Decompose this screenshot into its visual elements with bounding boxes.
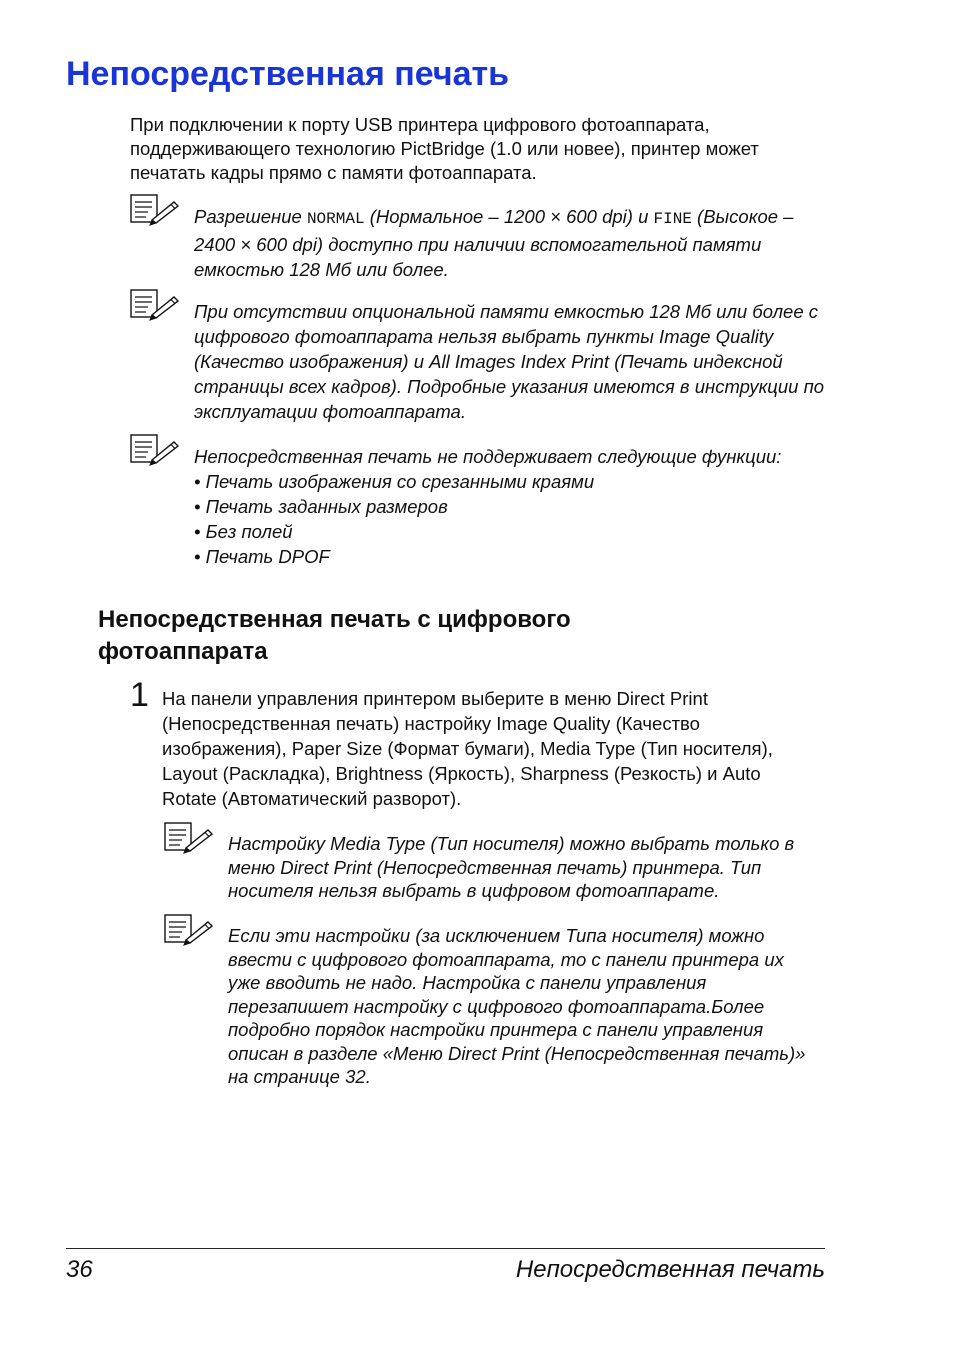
note-camera-settings	[164, 924, 824, 1089]
list-item: • Без полей	[194, 519, 830, 544]
note-pencil-icon	[164, 914, 216, 946]
note-text: Непосредственная печать не поддерживает следующие функции:	[194, 446, 782, 467]
step-number: 1	[130, 676, 149, 714]
step-text: На панели управления принтером выберите в меню Direct Print (Непосредственная печать) настройку Image Quality (Качество изображения), Paper Size (Формат бумаги), Media Type (Тип носителя), Layout (Раскладка), Brightness (Яркость), Sharpness (Резкость) и Auto Rotate (Автоматический разворот).	[162, 688, 773, 809]
note-pencil-icon	[130, 434, 182, 466]
page-title: Непосредственная печать	[66, 55, 510, 93]
code-normal: NORMAL	[306, 210, 365, 228]
page-number: 36	[66, 1256, 93, 1283]
note-pencil-icon	[130, 194, 182, 226]
unsupported-list	[194, 469, 830, 569]
footer-divider	[66, 1248, 825, 1249]
code-fine: FINE	[653, 210, 692, 228]
note-memory	[130, 299, 830, 424]
note-media-type	[164, 832, 824, 903]
note-text: Если эти настройки (за исключением Типа носителя) можно ввести с цифрового фотоаппарата, то с панели принтера их уже вводить не надо. Настройка с панели управления перезапишет настройку с цифрового фотоаппарата.Более подробно порядок настройки принтера с панели управления описан в разделе «Меню Direct Print (Непосредственная печать)» на странице 32.	[228, 925, 806, 1087]
list-item: • Печать заданных размеров	[194, 494, 830, 519]
note-pencil-icon	[130, 289, 182, 321]
list-item: • Печать изображения со срезанными краями	[194, 469, 830, 494]
note-resolution	[130, 204, 830, 282]
list-item: • Печать DPOF	[194, 544, 830, 569]
note-pencil-icon	[164, 822, 216, 854]
note-unsupported-features	[130, 444, 830, 569]
note-text: Разрешение NORMAL (Нормальное – 1200 × 600 dpi) и FINE (Высокое – 2400 × 600 dpi) доступно при наличии вспомогательной памяти емкостью 128 Мб или более.	[194, 206, 794, 280]
section-title: Непосредственная печать с цифрового фотоаппарата	[98, 606, 571, 665]
intro-paragraph: При подключении к порту USB принтера цифрового фотоаппарата, поддерживающего технологию PictBridge (1.0 или новее), принтер может печатать кадры прямо с памяти фотоаппарата.	[130, 114, 759, 183]
footer-title: Непосредственная печать	[515, 1256, 825, 1283]
note-text: При отсутствии опциональной памяти емкостью 128 Мб или более с цифрового фотоаппарата нельзя выбрать пункты Image Quality (Качество изображения) и All Images Index Print (Печать индексной страницы всех кадров). Подробные указания имеются в инструкции по эксплуатации фотоаппарата.	[194, 301, 825, 422]
note-text: Настройку Media Type (Тип носителя) можно выбрать только в меню Direct Print (Непосредственная печать) принтера. Тип носителя нельзя выбрать в цифровом фотоаппарате.	[228, 833, 795, 901]
